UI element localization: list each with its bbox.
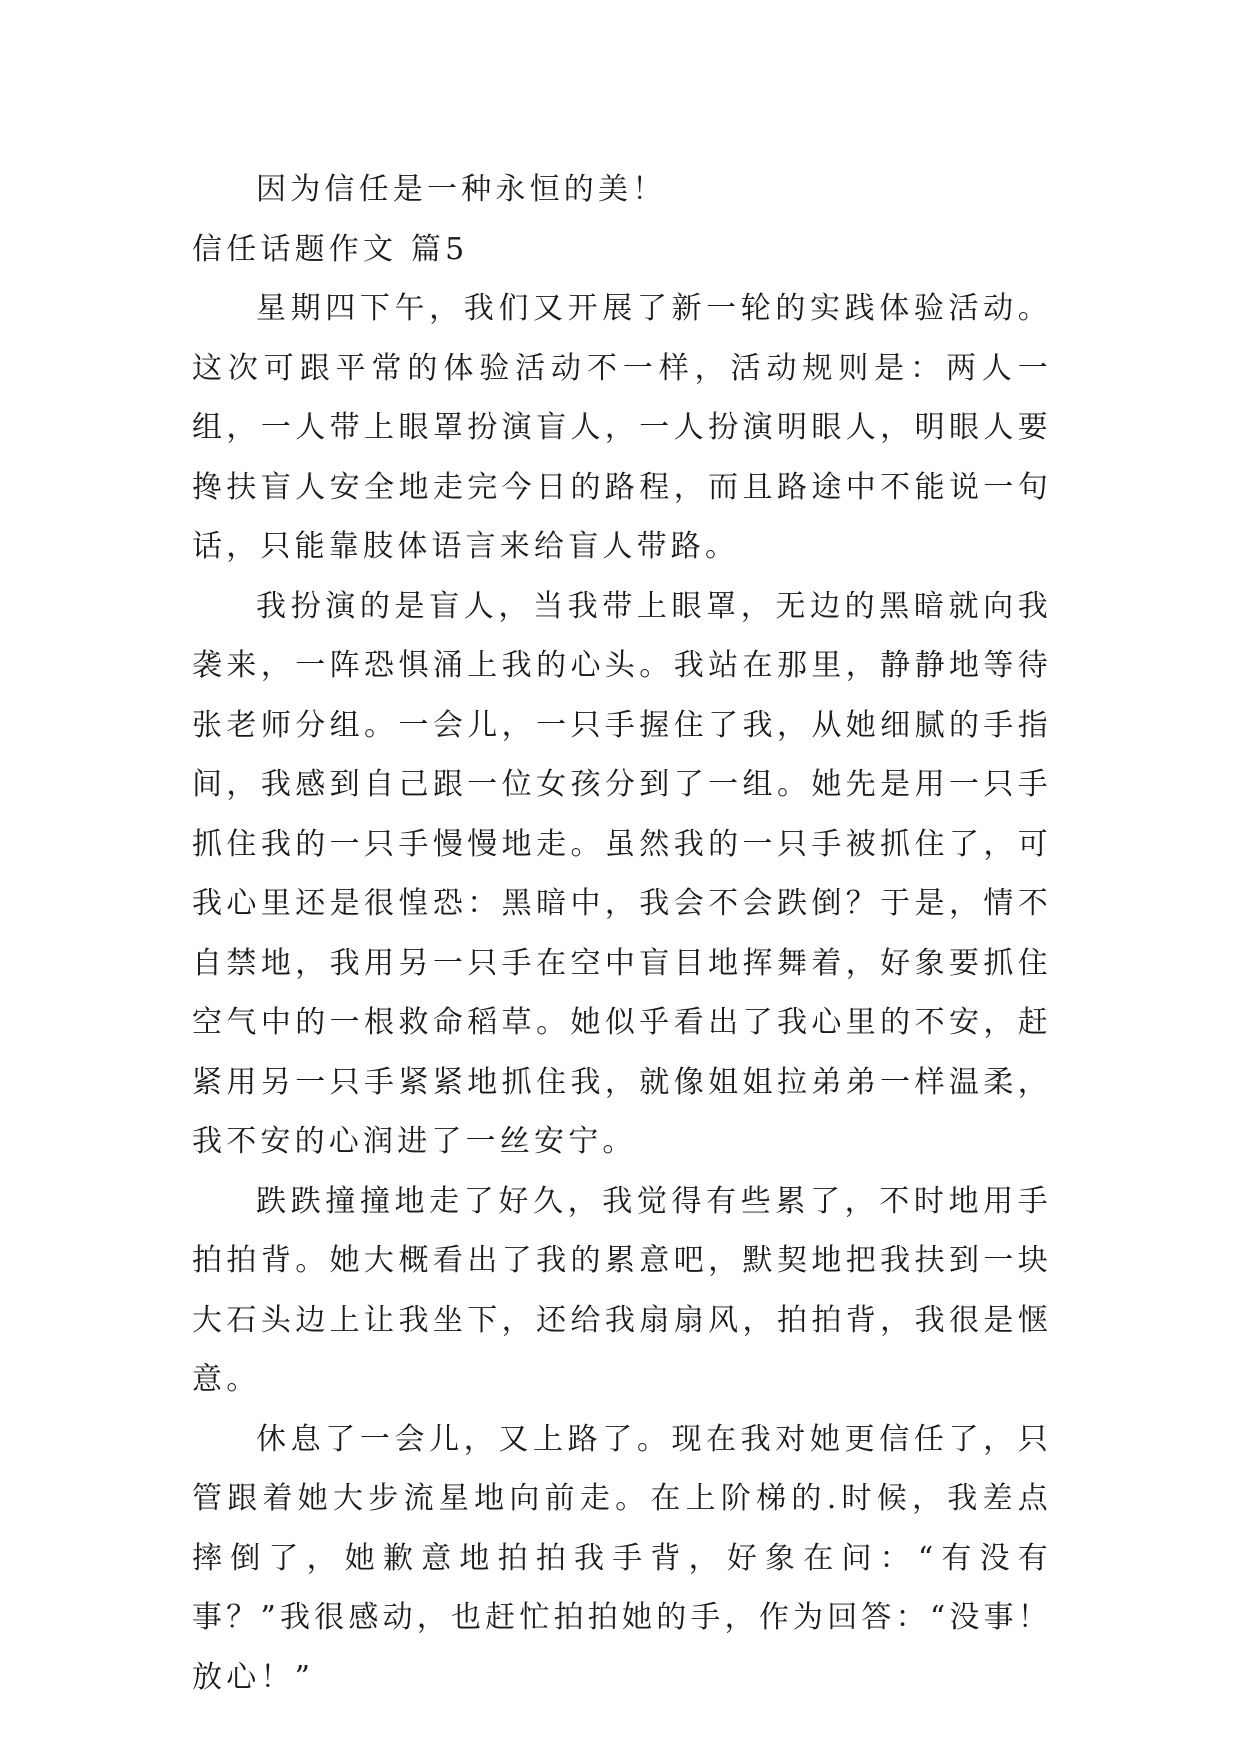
paragraph-rest: 跌跌撞撞地走了好久，我觉得有些累了，不时地用手拍拍背。她大概看出了我的累意吧，默契地把我扶到一块大石头边上让我坐下，还给我扇扇风，拍拍背，我很是惬意。 xyxy=(192,1183,1052,1397)
paragraph-closing-line: 因为信任是一种永恒的美！ xyxy=(256,172,667,207)
paragraph-stairs: 休息了一会儿，又上路了。现在我对她更信任了，只管跟着她大步流星地向前走。在上阶梯的.时候，我差点摔倒了，她歉意地拍拍我手背，好象在问：“有没有事？”我很感动，也赶忙拍拍她的手，作为回答：“没事！放心！” xyxy=(192,1421,1052,1695)
document-page xyxy=(192,160,1052,1707)
section-heading: 信任话题作文 篇5 xyxy=(192,231,469,267)
paragraph-activity-rules: 星期四下午，我们又开展了新一轮的实践体验活动。这次可跟平常的体验活动不一样，活动规则是：两人一组，一人带上眼罩扮演盲人，一人扮演明眼人，明眼人要搀扶盲人安全地走完今日的路程，而且路途中不能说一句话，只能靠肢体语言来给盲人带路。 xyxy=(192,291,1052,564)
paragraph-blindfold-experience: 我扮演的是盲人，当我带上眼罩，无边的黑暗就向我袭来，一阵恐惧涌上我的心头。我站在那里，静静地等待张老师分组。一会儿，一只手握住了我，从她细腻的手指间，我感到自己跟一位女孩分到了一组。她先是用一只手抓住我的一只手慢慢地走。虽然我的一只手被抓住了，可我心里还是很惶恐：黑暗中，我会不会跌倒？于是，情不自禁地，我用另一只手在空中盲目地挥舞着，好象要抓住空气中的一根救命稻草。她似乎看出了我心里的不安，赶紧用另一只手紧紧地抓住我，就像姐姐拉弟弟一样温柔，我不安的心润进了一丝安宁。 xyxy=(192,588,1052,1159)
